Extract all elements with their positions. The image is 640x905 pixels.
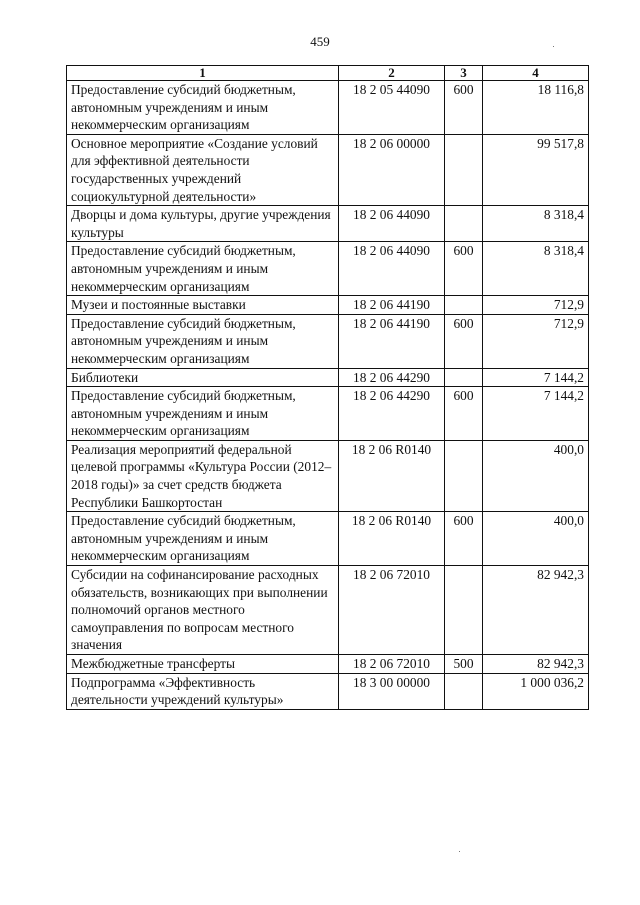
table-row xyxy=(67,673,589,709)
row-type-cell: 500 xyxy=(445,655,483,674)
row-amount-cell: 82 942,3 xyxy=(483,566,589,655)
row-type-cell: 600 xyxy=(445,387,483,441)
row-amount-cell: 400,0 xyxy=(483,440,589,511)
row-code-cell: 18 2 06 44090 xyxy=(339,242,445,296)
table-row xyxy=(67,242,589,296)
row-amount-cell: 400,0 xyxy=(483,512,589,566)
row-code-cell: 18 3 00 00000 xyxy=(339,673,445,709)
row-amount-cell: 8 318,4 xyxy=(483,242,589,296)
row-amount-cell: 712,9 xyxy=(483,296,589,315)
row-code-cell: 18 2 06 44290 xyxy=(339,368,445,387)
row-name-cell: Предоставление субсидий бюджетным, автономным учреждениям и иным некоммерческим организациям xyxy=(67,242,339,296)
header-col-3: 3 xyxy=(445,66,483,81)
row-code-cell: 18 2 06 R0140 xyxy=(339,512,445,566)
row-amount-cell: 18 116,8 xyxy=(483,81,589,135)
row-amount-cell: 99 517,8 xyxy=(483,134,589,205)
row-name-cell: Подпрограмма «Эффективность деятельности учреждений культуры» xyxy=(67,673,339,709)
row-type-cell xyxy=(445,296,483,315)
row-code-cell: 18 2 06 00000 xyxy=(339,134,445,205)
row-code-cell: 18 2 06 44190 xyxy=(339,296,445,315)
row-type-cell xyxy=(445,134,483,205)
table-row xyxy=(67,566,589,655)
header-col-4: 4 xyxy=(483,66,589,81)
page-number: 459 xyxy=(310,34,330,49)
row-name-cell: Дворцы и дома культуры, другие учреждения культуры xyxy=(67,206,339,242)
row-name-cell: Предоставление субсидий бюджетным, автономным учреждениям и иным некоммерческим организациям xyxy=(67,512,339,566)
row-type-cell: 600 xyxy=(445,242,483,296)
row-type-cell xyxy=(445,673,483,709)
row-code-cell: 18 2 06 44190 xyxy=(339,314,445,368)
row-name-cell: Субсидии на софинансирование расходных обязательств, возникающих при выполнении полномочий органов местного самоуправления по вопросам местного значения xyxy=(67,566,339,655)
row-code-cell: 18 2 06 72010 xyxy=(339,655,445,674)
row-name-cell: Предоставление субсидий бюджетным, автономным учреждениям и иным некоммерческим организациям xyxy=(67,81,339,135)
scan-speck xyxy=(553,46,554,47)
row-name-cell: Предоставление субсидий бюджетным, автономным учреждениям и иным некоммерческим организациям xyxy=(67,314,339,368)
row-type-cell xyxy=(445,566,483,655)
table-row xyxy=(67,387,589,441)
table-row xyxy=(67,655,589,674)
row-amount-cell: 7 144,2 xyxy=(483,387,589,441)
row-code-cell: 18 2 06 72010 xyxy=(339,566,445,655)
row-type-cell xyxy=(445,206,483,242)
table-row xyxy=(67,368,589,387)
row-code-cell: 18 2 06 R0140 xyxy=(339,440,445,511)
row-amount-cell: 7 144,2 xyxy=(483,368,589,387)
row-amount-cell: 82 942,3 xyxy=(483,655,589,674)
table-row xyxy=(67,440,589,511)
table-header-row xyxy=(67,66,589,81)
table-row xyxy=(67,296,589,315)
row-amount-cell: 1 000 036,2 xyxy=(483,673,589,709)
row-type-cell: 600 xyxy=(445,512,483,566)
row-name-cell: Библиотеки xyxy=(67,368,339,387)
table-row xyxy=(67,81,589,135)
row-amount-cell: 8 318,4 xyxy=(483,206,589,242)
scan-speck xyxy=(459,851,460,852)
row-code-cell: 18 2 06 44290 xyxy=(339,387,445,441)
row-name-cell: Реализация мероприятий федеральной целевой программы «Культура России (2012–2018 годы)» за счет средств бюджета Республики Башкортостан xyxy=(67,440,339,511)
row-name-cell: Межбюджетные трансферты xyxy=(67,655,339,674)
header-col-1: 1 xyxy=(67,66,339,81)
budget-table xyxy=(66,65,589,710)
table-row xyxy=(67,512,589,566)
row-type-cell xyxy=(445,440,483,511)
row-amount-cell: 712,9 xyxy=(483,314,589,368)
table-row xyxy=(67,134,589,205)
row-type-cell: 600 xyxy=(445,81,483,135)
table-row xyxy=(67,206,589,242)
row-name-cell: Основное мероприятие «Создание условий для эффективной деятельности государственных учреждений социокультурной деятельности» xyxy=(67,134,339,205)
row-code-cell: 18 2 06 44090 xyxy=(339,206,445,242)
row-name-cell: Предоставление субсидий бюджетным, автономным учреждениям и иным некоммерческим организациям xyxy=(67,387,339,441)
row-type-cell xyxy=(445,368,483,387)
table-row xyxy=(67,314,589,368)
row-type-cell: 600 xyxy=(445,314,483,368)
row-code-cell: 18 2 05 44090 xyxy=(339,81,445,135)
row-name-cell: Музеи и постоянные выставки xyxy=(67,296,339,315)
header-col-2: 2 xyxy=(339,66,445,81)
